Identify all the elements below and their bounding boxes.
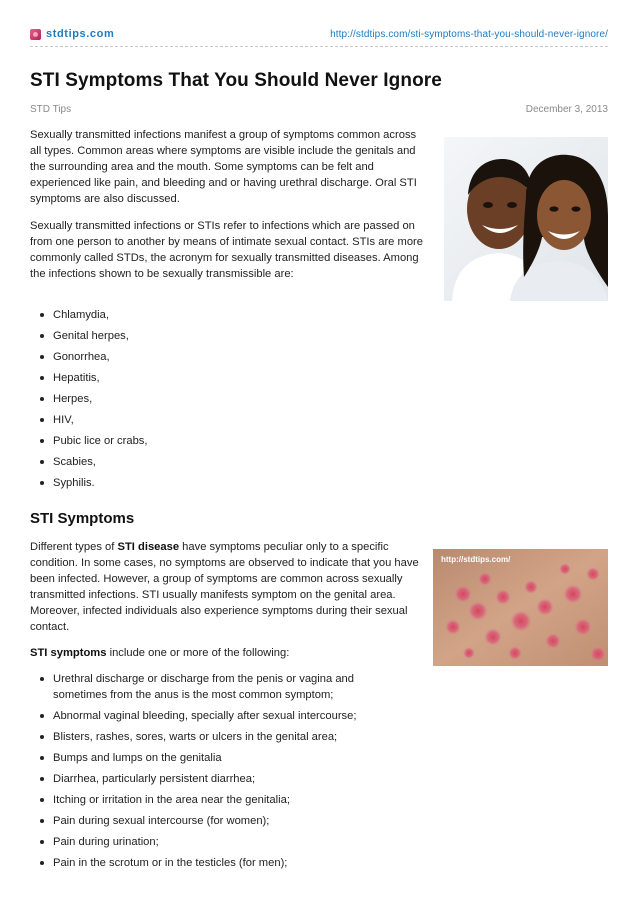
list-item: Abnormal vaginal bleeding, specially after sexual intercourse; bbox=[30, 708, 400, 724]
paragraph-text: Different types of bbox=[30, 541, 118, 553]
bold-term: STI symptoms bbox=[30, 647, 107, 659]
section-heading: STI Symptoms bbox=[30, 510, 135, 527]
list-item: Herpes, bbox=[30, 391, 330, 407]
list-item: Diarrhea, particularly persistent diarrhea; bbox=[30, 771, 400, 787]
rash-photo bbox=[433, 549, 608, 666]
site-name-link[interactable]: stdtips.com bbox=[46, 28, 115, 40]
list-item: Bumps and lumps on the genitalia bbox=[30, 750, 400, 766]
list-item: Pain during urination; bbox=[30, 834, 400, 850]
paragraph-text: include one or more of the following: bbox=[106, 647, 290, 659]
list-item: Hepatitis, bbox=[30, 370, 330, 386]
intro-paragraph-1: Sexually transmitted infections manifest a group of symptoms common across all types. Common areas where symptoms are visible include the genitals and the surrounding area and the mouth. Some symptoms can be felt and experienced like pain, and bleeding and or having urethral discharge. Oral STI symptoms are also discussed. bbox=[30, 129, 417, 205]
site-logo-icon bbox=[30, 29, 41, 40]
list-item: Pain in the scrotum or in the testicles (for men); bbox=[30, 855, 400, 871]
list-item: Itching or irritation in the area near the genitalia; bbox=[30, 792, 400, 808]
list-item: Urethral discharge or discharge from the penis or vagina and sometimes from the anus is the most common symptom; bbox=[30, 671, 400, 703]
article-title: STI Symptoms That You Should Never Ignore bbox=[30, 70, 442, 91]
list-item: Genital herpes, bbox=[30, 328, 330, 344]
page-url-link[interactable]: http://stdtips.com/sti-symptoms-that-you-should-never-ignore/ bbox=[330, 29, 608, 40]
list-item: Blisters, rashes, sores, warts or ulcers in the genital area; bbox=[30, 729, 400, 745]
image-watermark: http://stdtips.com/ bbox=[441, 555, 511, 564]
list-item: Pain during sexual intercourse (for women); bbox=[30, 813, 400, 829]
article-date: December 3, 2013 bbox=[525, 104, 608, 115]
list-item: HIV, bbox=[30, 412, 330, 428]
symptoms-list bbox=[30, 671, 400, 876]
bold-term: STI disease bbox=[117, 541, 180, 553]
list-item: Scabies, bbox=[30, 454, 330, 470]
infections-list bbox=[30, 307, 330, 496]
symptoms-paragraph-2 bbox=[30, 645, 420, 661]
paragraph-text: have symptoms peculiar only to a specific condition. In some cases, no symptoms are observed to indicate that you have been infected. However, a group of symptoms are common across sexually transmitted infections. STI usually manifests symptom on the genital area. Moreover, infected individuals also experience symptoms during their sexual contact. bbox=[30, 541, 419, 633]
symptoms-paragraph-1 bbox=[30, 539, 420, 635]
couple-photo bbox=[444, 137, 608, 301]
list-item: Chlamydia, bbox=[30, 307, 330, 323]
list-item: Pubic lice or crabs, bbox=[30, 433, 330, 449]
list-item: Syphilis. bbox=[30, 475, 330, 491]
top-bar bbox=[30, 28, 608, 47]
intro-paragraph-2: Sexually transmitted infections or STIs refer to infections which are passed on from one person to another by means of intimate sexual contact. STIs are more commonly called STDs, the acronym for sexually transmitted diseases. Among the infections shown to be sexually transmissible are: bbox=[30, 220, 423, 280]
site-brand[interactable] bbox=[30, 28, 114, 40]
list-item: Gonorrhea, bbox=[30, 349, 330, 365]
article-category: STD Tips bbox=[30, 104, 72, 115]
